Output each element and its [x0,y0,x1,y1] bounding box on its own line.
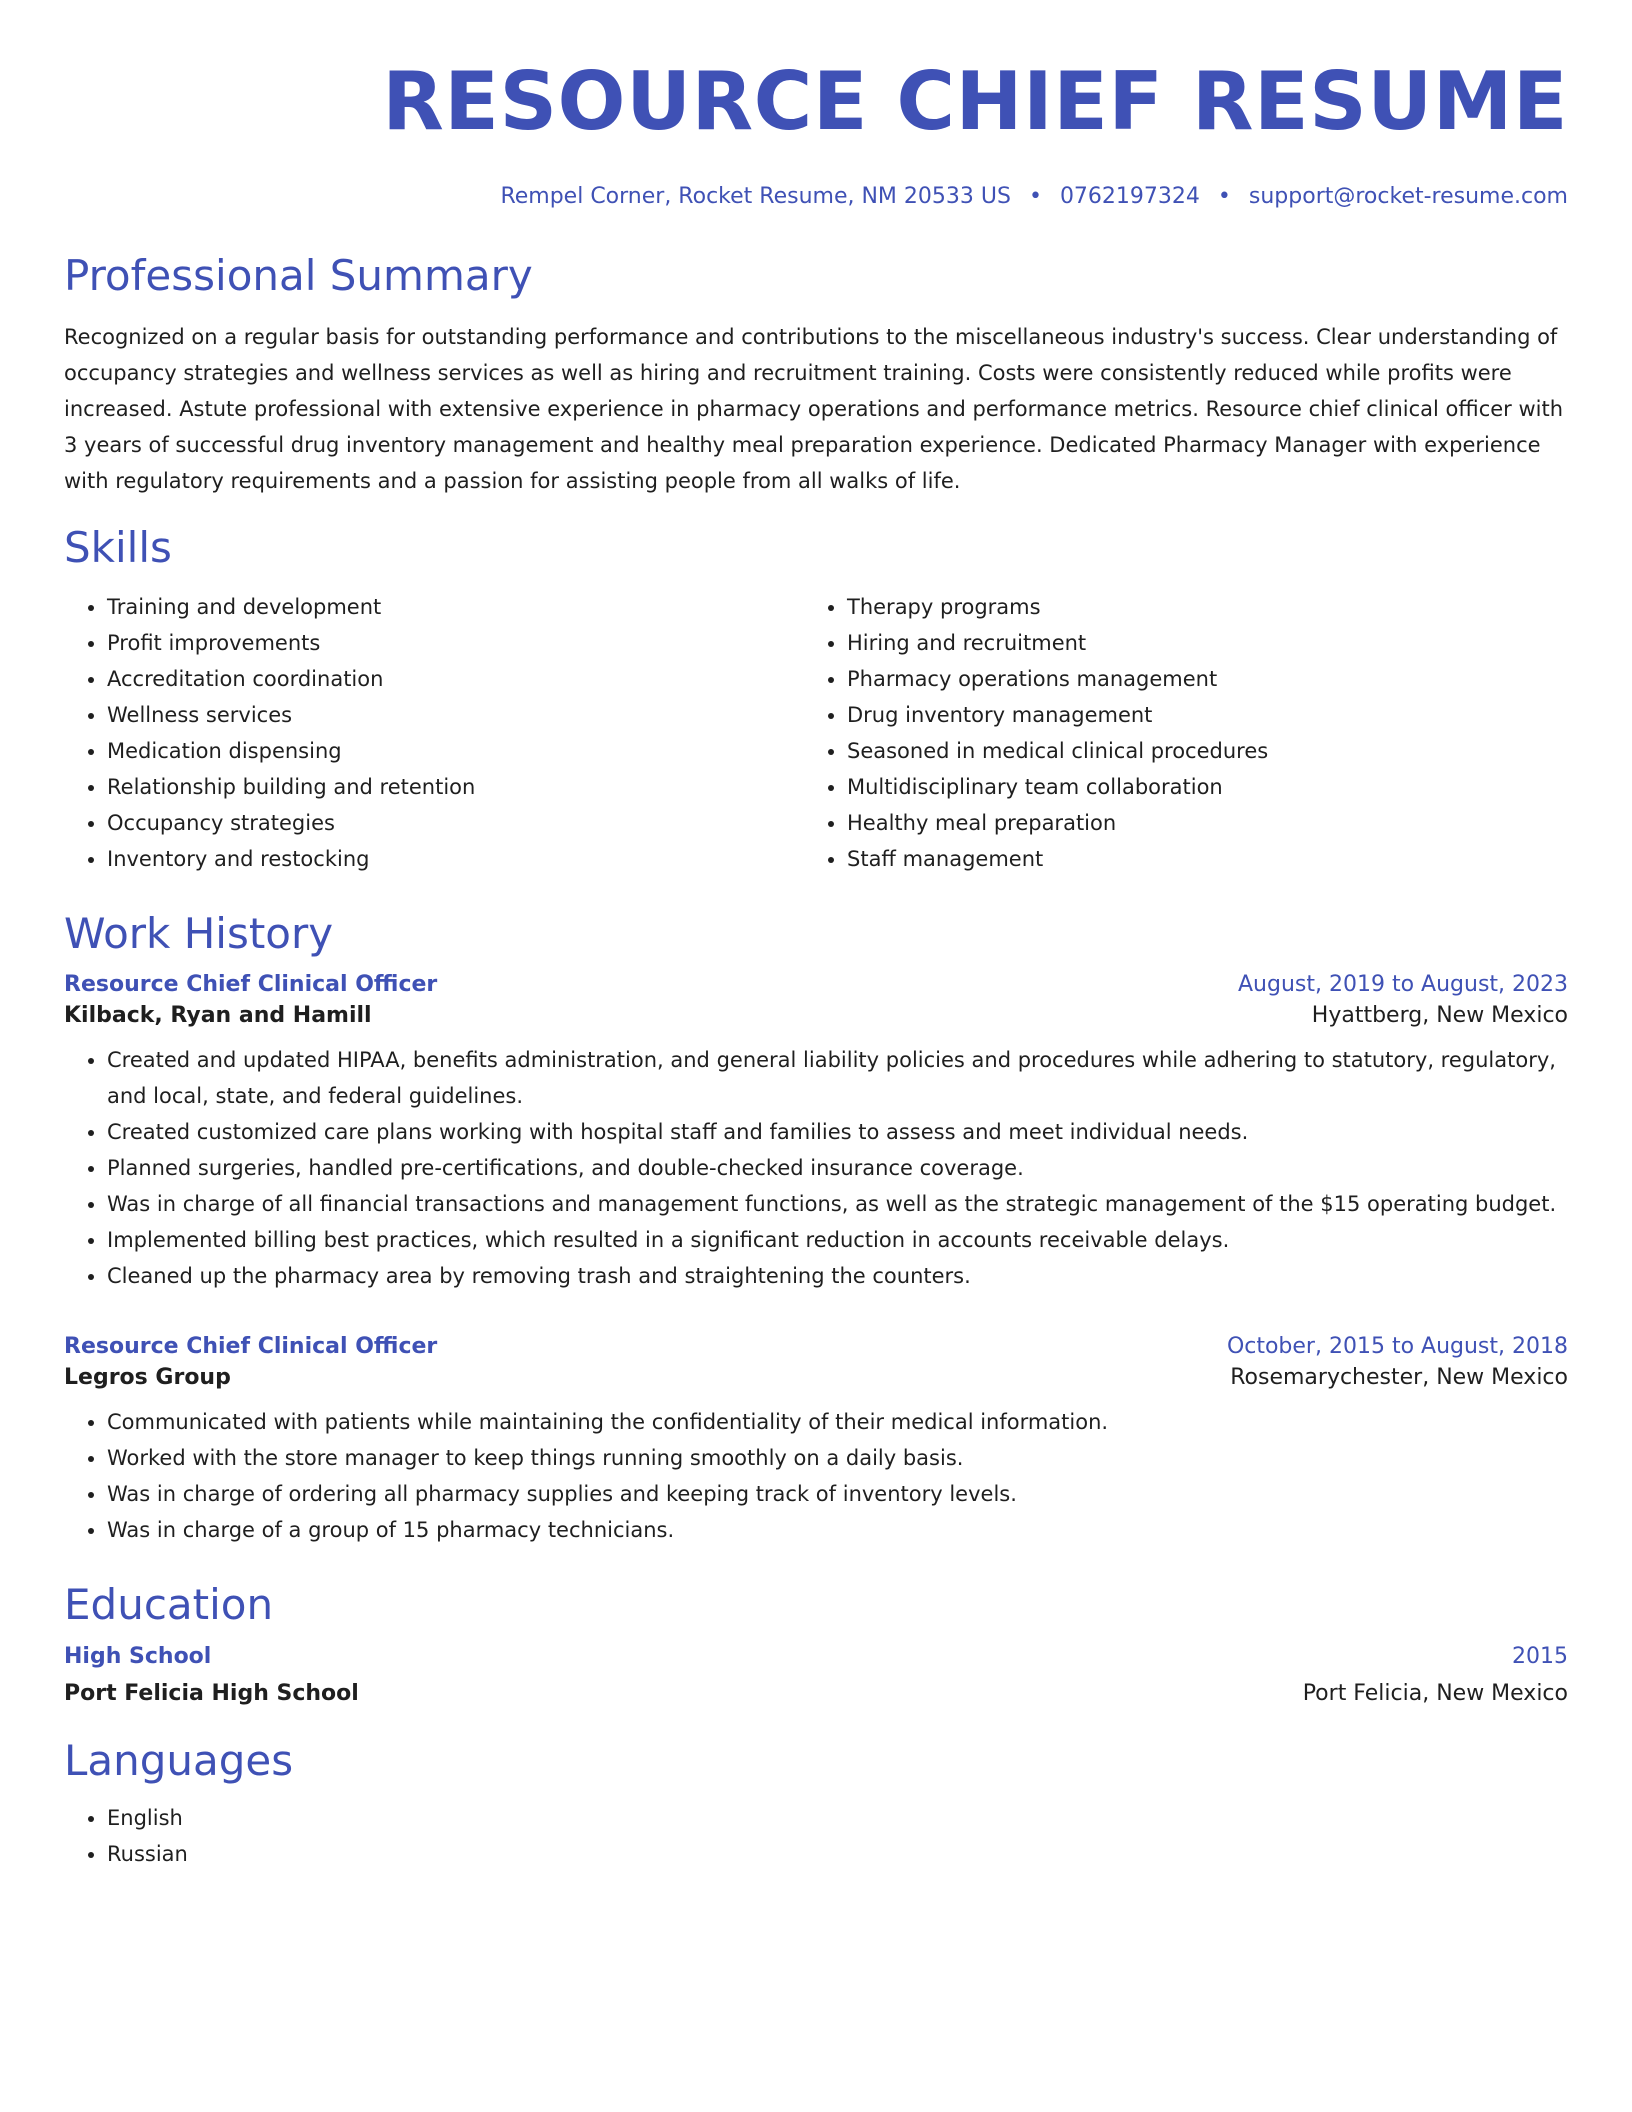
skills-column-left [64,589,804,877]
job-entry [64,1334,1568,1548]
job-company-row [64,1003,1568,1028]
job-duty: • Worked with the store manager to keep things running smoothly on a daily basis. [107,1440,1568,1476]
contact-separator: • [1217,184,1231,209]
skill-item: • Healthy meal preparation [847,805,1544,841]
contact-email[interactable]: support@rocket-resume.com [1248,184,1568,209]
skill-item: • Training and development [107,589,804,625]
skill-item: • Wellness services [107,697,804,733]
job-duty: • Created and updated HIPAA, benefits administration, and general liability policies and procedures while adhering to statutory, regulatory, and local, state, and federal guidelines. [107,1042,1568,1114]
job-duty: • Was in charge of all financial transactions and management functions, as well as the strategic management of the $15 operating budget. [107,1186,1568,1222]
job-duties [64,1042,1568,1294]
job-dates: October, 2015 to August, 2018 [1226,1333,1568,1359]
skills-column-right [804,589,1544,877]
summary-heading: Professional Summary [64,251,533,300]
skill-item: • Relationship building and retention [107,769,804,805]
job-location: Hyattberg, New Mexico [1311,1002,1568,1028]
languages-heading: Languages [64,1735,294,1785]
skill-item: • Profit improvements [107,625,804,661]
education-header-row [64,1644,1568,1669]
skill-item: • Therapy programs [847,589,1544,625]
language-item: • English [107,1800,1568,1836]
skill-item: • Multidisciplinary team collaboration [847,769,1544,805]
skill-item: • Staff management [847,841,1544,877]
job-entry [64,972,1568,1294]
work-history-heading: Work History [64,909,334,959]
job-header-row [64,1334,1568,1359]
contact-line [64,184,1568,209]
languages-section [64,1800,1568,1872]
job-duty: • Implemented billing best practices, which resulted in a significant reduction in accounts receivable delays. [107,1222,1568,1258]
languages-list [64,1800,1568,1872]
skill-item: • Pharmacy operations management [847,661,1544,697]
education-entry [64,1644,1568,1706]
skills-list [64,589,1568,877]
job-duty: • Communicated with patients while maintaining the confidentiality of their medical information. [107,1404,1568,1440]
job-duty: • Cleaned up the pharmacy area by removing trash and straightening the counters. [107,1258,1568,1294]
language-item: • Russian [107,1836,1568,1872]
job-location: Rosemarychester, New Mexico [1230,1364,1568,1390]
skill-item: • Medication dispensing [107,733,804,769]
job-duty: • Created customized care plans working with hospital staff and families to assess and meet individual needs. [107,1114,1568,1150]
skill-item: • Hiring and recruitment [847,625,1544,661]
education-heading: Education [64,1579,274,1629]
contact-phone: 0762197324 [1059,184,1200,209]
job-title: Resource Chief Clinical Officer [64,1333,438,1359]
skill-item: • Drug inventory management [847,697,1544,733]
skills-heading: Skills [64,523,172,573]
summary-text: Recognized on a regular basis for outstanding performance and contributions to the miscellaneous industry's success. Clear understanding of occupancy strategies and wellness services as well as hiring and recruitment training. Costs were consistently reduced while profits were increased. Astute professional with extensive experience in pharmacy operations and performance metrics. Resource chief clinical officer with 3 years of successful drug inventory management and healthy meal preparation experience. Dedicated Pharmacy Manager with experience with regulatory requirements and a passion for assisting people from all walks of life. [64,325,1564,494]
skill-item: • Occupancy strategies [107,805,804,841]
skill-item: • Inventory and restocking [107,841,804,877]
contact-separator: • [1028,184,1042,209]
job-company-row [64,1365,1568,1390]
job-header-row [64,972,1568,997]
job-duty: • Was in charge of a group of 15 pharmacy technicians. [107,1512,1568,1548]
education-location: Port Felicia, New Mexico [1302,1680,1568,1706]
job-duties [64,1404,1568,1548]
job-company: Kilback, Ryan and Hamill [64,1002,372,1028]
skill-item: • Accreditation coordination [107,661,804,697]
education-degree: High School [64,1643,212,1669]
education-school-row [64,1681,1568,1706]
resume-title: RESOURCE CHIEF RESUME [382,55,1568,148]
job-duty: • Planned surgeries, handled pre-certifications, and double-checked insurance coverage. [107,1150,1568,1186]
job-duty: • Was in charge of ordering all pharmacy supplies and keeping track of inventory levels. [107,1476,1568,1512]
job-title: Resource Chief Clinical Officer [64,971,438,997]
education-year: 2015 [1512,1643,1568,1669]
job-dates: August, 2019 to August, 2023 [1238,971,1568,997]
contact-address: Rempel Corner, Rocket Resume, NM 20533 US [500,184,1011,209]
education-school: Port Felicia High School [64,1680,359,1706]
skill-item: • Seasoned in medical clinical procedures [847,733,1544,769]
job-company: Legros Group [64,1364,231,1390]
